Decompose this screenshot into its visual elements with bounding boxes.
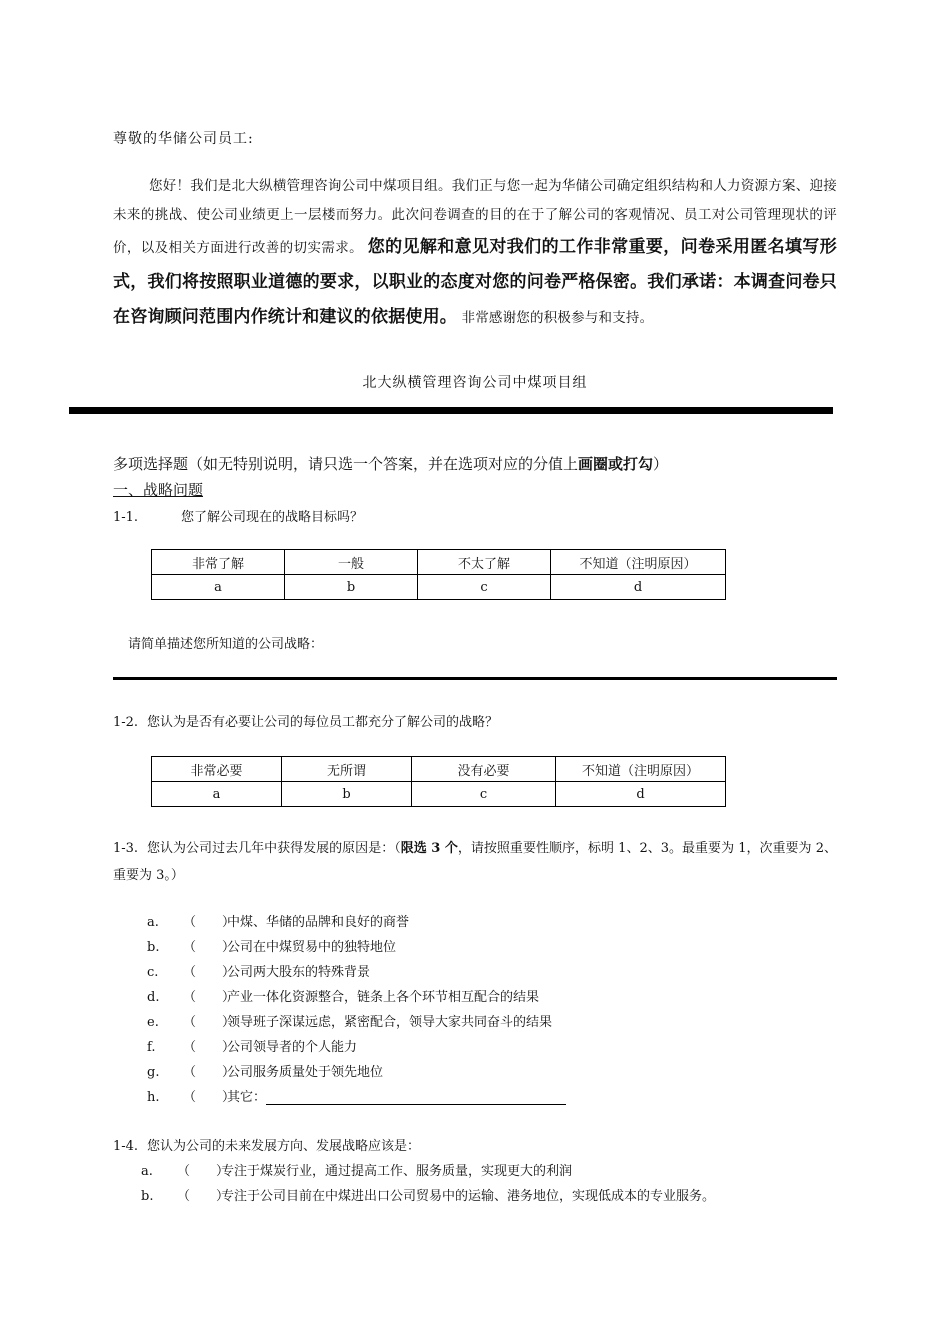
answer-box[interactable]: （ ） bbox=[177, 1189, 230, 1204]
choice-c[interactable] bbox=[147, 961, 370, 980]
choice-letter: f. bbox=[147, 1040, 156, 1055]
choice-letter: h. bbox=[147, 1090, 160, 1105]
choice-text: 专注于公司目前在中煤进出口公司贸易中的运输、港务地位，实现低成本的专业服务。 bbox=[221, 1189, 716, 1204]
choice-b[interactable] bbox=[147, 936, 396, 955]
option-b-cell[interactable]: b bbox=[285, 575, 418, 600]
intro-paragraph bbox=[113, 172, 837, 335]
choice-1-4-b[interactable] bbox=[141, 1185, 715, 1204]
choice-text: 公司领导者的个人能力 bbox=[227, 1040, 358, 1055]
choice-text: 领导班子深谋远虑，紧密配合，领导大家共同奋斗的结果 bbox=[227, 1015, 553, 1030]
choice-e[interactable] bbox=[147, 1011, 552, 1030]
question-text: 您认为公司过去几年中获得发展的原因是：（ bbox=[147, 841, 401, 856]
section-intro-close: ） bbox=[653, 455, 669, 473]
rank-box[interactable]: （ ） bbox=[183, 1065, 236, 1080]
choice-1-4-a[interactable] bbox=[141, 1160, 572, 1179]
question-1-4 bbox=[113, 1135, 420, 1154]
intro-thanks: 非常感谢您的积极参与和支持。 bbox=[461, 310, 654, 326]
choice-h[interactable] bbox=[147, 1086, 566, 1105]
choice-letter: e. bbox=[147, 1015, 159, 1030]
option-c-cell[interactable]: c bbox=[418, 575, 551, 600]
choice-letter: g. bbox=[147, 1065, 160, 1080]
intro-text: 您好！我们是北大纵横管理咨询公司中煤项目组。我们正与您一起为华储公司确定组织结构和人力资源方案、迎接未来的挑战、使公司业绩更上一层楼而努力。此次问卷调查的目的在于了解公司的客观情况、员工对公司管理现状的评价，以及相关方面进行改善的切实需求。 bbox=[113, 178, 837, 256]
question-text: 您了解公司现在的战略目标吗？ bbox=[181, 510, 364, 525]
rank-box[interactable]: （ ） bbox=[183, 1040, 236, 1055]
answer-box[interactable]: （ ） bbox=[177, 1164, 230, 1179]
salutation: 尊敬的华储公司员工: bbox=[113, 131, 254, 147]
choice-text: 专注于煤炭行业，通过提高工作、服务质量，实现更大的利润 bbox=[221, 1164, 573, 1179]
question-number: 1-1. bbox=[113, 510, 139, 525]
question-text: 您认为公司的未来发展方向、发展战略应该是： bbox=[147, 1139, 421, 1154]
answer-table-1-2 bbox=[151, 756, 726, 807]
choice-text: 产业一体化资源整合，链条上各个环节相互配合的结果 bbox=[227, 990, 540, 1005]
rank-box[interactable]: （ ） bbox=[183, 1015, 236, 1030]
option-header: 不知道（注明原因） bbox=[551, 550, 726, 575]
rank-box[interactable]: （ ） bbox=[183, 1090, 236, 1105]
rank-box[interactable]: （ ） bbox=[183, 940, 236, 955]
answer-line[interactable] bbox=[113, 677, 837, 680]
question-1-1 bbox=[113, 506, 363, 525]
option-header: 不知道（注明原因） bbox=[556, 757, 726, 782]
question-number: 1-3. bbox=[113, 841, 139, 856]
option-header: 非常了解 bbox=[152, 550, 285, 575]
divider bbox=[69, 407, 833, 414]
question-number: 1-4. bbox=[113, 1139, 139, 1154]
choice-a[interactable] bbox=[147, 911, 409, 930]
choice-text: 其它： bbox=[227, 1090, 267, 1105]
rank-box[interactable]: （ ） bbox=[183, 915, 236, 930]
option-d-cell[interactable]: d bbox=[556, 782, 726, 807]
option-header: 一般 bbox=[285, 550, 418, 575]
question-text: 您认为是否有必要让公司的每位员工都充分了解公司的战略？ bbox=[147, 715, 499, 730]
signature: 北大纵横管理咨询公司中煤项目组 bbox=[362, 375, 588, 391]
option-header: 不太了解 bbox=[418, 550, 551, 575]
option-b-cell[interactable]: b bbox=[282, 782, 412, 807]
choice-letter: b. bbox=[147, 940, 160, 955]
question-number: 1-2. bbox=[113, 715, 139, 730]
option-a-cell[interactable]: a bbox=[152, 575, 285, 600]
question-1-3 bbox=[113, 835, 837, 889]
choice-g[interactable] bbox=[147, 1061, 383, 1080]
section-intro-text: 多项选择题（如无特别说明，请只选一个答案，并在选项对应的分值上 bbox=[113, 455, 579, 473]
choice-f[interactable] bbox=[147, 1036, 357, 1055]
other-input-line[interactable] bbox=[266, 1092, 566, 1105]
question-1-2 bbox=[113, 711, 498, 730]
option-c-cell[interactable]: c bbox=[412, 782, 556, 807]
choice-letter: d. bbox=[147, 990, 160, 1005]
section-intro-bold: 画圈或打勾 bbox=[578, 455, 654, 473]
choice-letter: a. bbox=[141, 1164, 153, 1179]
section-title: 一、战略问题 bbox=[113, 481, 204, 499]
option-header: 没有必要 bbox=[412, 757, 556, 782]
rank-box[interactable]: （ ） bbox=[183, 990, 236, 1005]
choice-letter: a. bbox=[147, 915, 159, 930]
choice-letter: b. bbox=[141, 1189, 154, 1204]
section-intro bbox=[113, 453, 668, 474]
choice-text: 公司两大股东的特殊背景 bbox=[227, 965, 371, 980]
option-header: 无所谓 bbox=[282, 757, 412, 782]
choice-text: 公司在中煤贸易中的独特地位 bbox=[227, 940, 397, 955]
strategy-prompt: 请简单描述您所知道的公司战略： bbox=[128, 637, 324, 652]
question-emphasis: 限选 3 个 bbox=[400, 841, 458, 856]
option-header: 非常必要 bbox=[152, 757, 282, 782]
choice-text: 中煤、华储的品牌和良好的商誉 bbox=[227, 915, 410, 930]
option-a-cell[interactable]: a bbox=[152, 782, 282, 807]
rank-box[interactable]: （ ） bbox=[183, 965, 236, 980]
question-text-cont: ，请按照重要性顺序，标明 1、2、3。最重要为 1，次重要为 2、重要为 3。） bbox=[113, 841, 837, 883]
intro-bold-text: 您的见解和意见对我们的工作非常重要，问卷采用匿名填写形式，我们将按照职业道德的要求，以职业的态度对您的问卷严格保密。我们承诺：本调查问卷只在咨询顾问范围内作统计和建议的依据使用。 bbox=[113, 237, 837, 327]
answer-table-1-1 bbox=[151, 549, 726, 600]
choice-letter: c. bbox=[147, 965, 159, 980]
choice-d[interactable] bbox=[147, 986, 539, 1005]
choice-text: 公司服务质量处于领先地位 bbox=[227, 1065, 384, 1080]
option-d-cell[interactable]: d bbox=[551, 575, 726, 600]
